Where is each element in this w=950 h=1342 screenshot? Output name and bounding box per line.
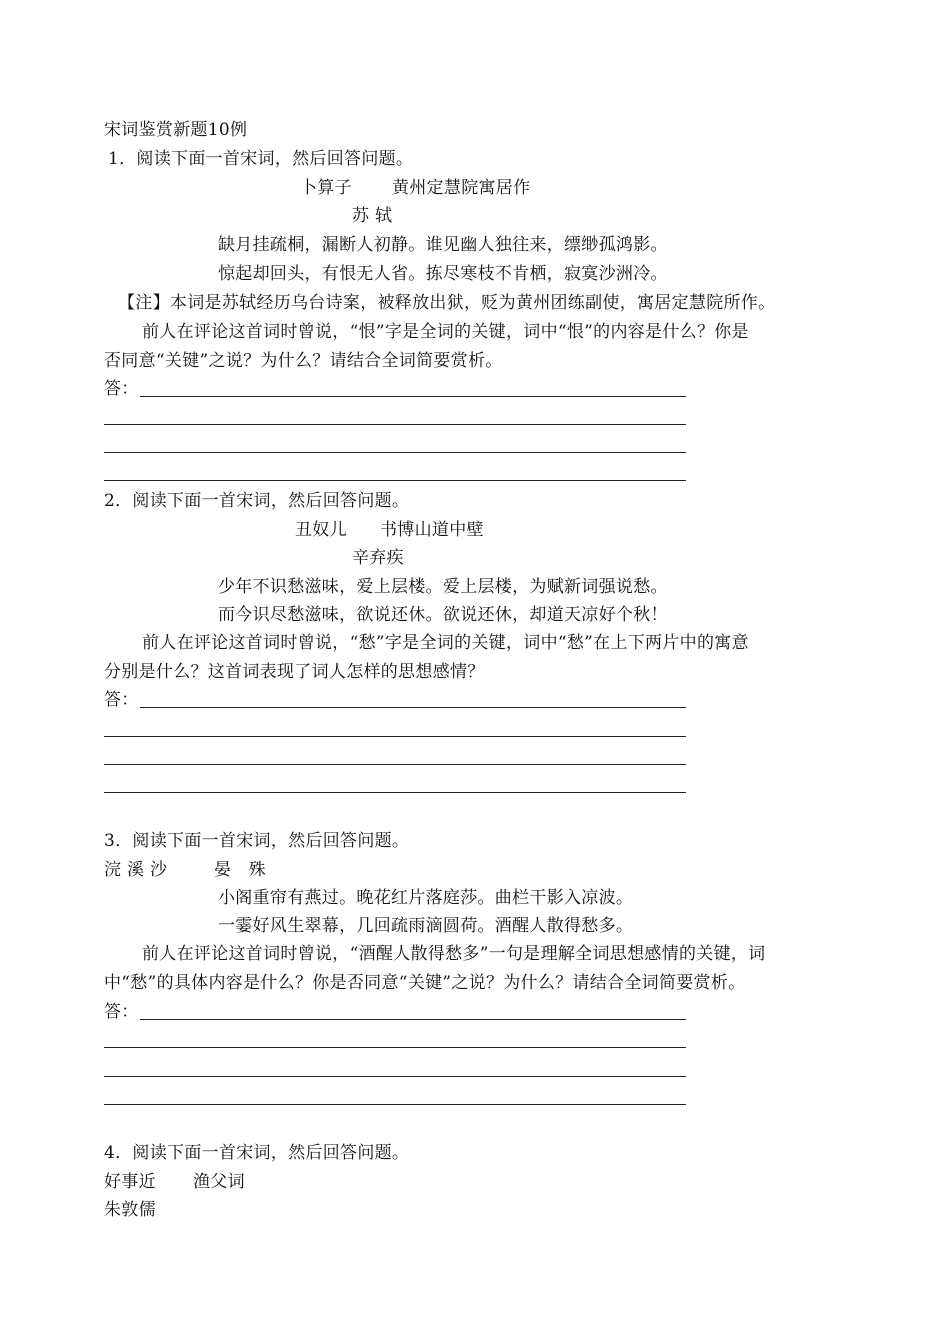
q3-prompt: 3．阅读下面一首宋词，然后回答问题。: [104, 831, 410, 851]
q3-answer-line-3[interactable]: [104, 1076, 686, 1077]
q1-answer-line-4[interactable]: [104, 480, 686, 481]
q1-answer-label: 答：: [104, 379, 139, 399]
q1-answer-line-1[interactable]: [140, 396, 686, 397]
q1-poem-line-2: 惊起却回头，有恨无人省。拣尽寒枝不肯栖，寂寞沙洲冷。: [218, 264, 668, 284]
q1-question-line-1: 前人在评论这首词时曾说，“恨”字是全词的关键，词中“恨”的内容是什么？你是: [142, 322, 749, 342]
q4-subtitle: 渔父词: [193, 1172, 245, 1192]
q1-answer-line-2[interactable]: [104, 424, 686, 425]
q2-answer-line-1[interactable]: [140, 707, 686, 708]
q1-question-line-2: 否同意“关键”之说？为什么？请结合全词简要赏析。: [104, 351, 503, 371]
q3-answer-label: 答：: [104, 1002, 139, 1022]
q3-poem-line-1: 小阁重帘有燕过。晚花红片落庭莎。曲栏干影入凉波。: [218, 888, 634, 908]
document-title: 宋词鉴赏新题10例: [104, 120, 248, 140]
q3-question-line-1: 前人在评论这首词时曾说，“酒醒人散得愁多”一句是理解全词思想感情的关键，词: [142, 944, 766, 964]
q4-prompt: 4．阅读下面一首宋词，然后回答问题。: [104, 1143, 410, 1163]
q1-poem-line-1: 缺月挂疏桐，漏断人初静。谁见幽人独往来，缥缈孤鸿影。: [218, 235, 668, 255]
q1-answer-line-3[interactable]: [104, 452, 686, 453]
q2-poem-line-1: 少年不识愁滋味，爱上层楼。爱上层楼，为赋新词强说愁。: [218, 577, 668, 597]
q2-answer-line-2[interactable]: [104, 736, 686, 737]
q3-question-line-2: 中“愁”的具体内容是什么？你是否同意“关键”之说？为什么？请结合全词简要赏析。: [104, 973, 746, 993]
q3-answer-line-1[interactable]: [140, 1019, 686, 1020]
q3-poem-line-2: 一霎好风生翠幕，几回疏雨滴圆荷。酒醒人散得愁多。: [218, 916, 634, 936]
q2-answer-line-4[interactable]: [104, 792, 686, 793]
q2-answer-label: 答：: [104, 690, 139, 710]
q2-question-line-2: 分别是什么？这首词表现了词人怎样的思想感情？: [104, 662, 485, 682]
q2-answer-line-3[interactable]: [104, 764, 686, 765]
q1-subtitle: 黄州定慧院寓居作: [392, 178, 531, 198]
q1-author: 苏 轼: [352, 206, 393, 226]
q2-prompt: 2．阅读下面一首宋词，然后回答问题。: [104, 491, 410, 511]
q3-tune: 浣 溪 沙: [104, 860, 168, 880]
q4-tune: 好事近: [104, 1172, 156, 1192]
q2-subtitle: 书博山道中壁: [380, 520, 484, 540]
q2-poem-line-2: 而今识尽愁滋味，欲说还休。欲说还休，却道天凉好个秋！: [218, 605, 668, 625]
q2-author: 辛弃疾: [352, 548, 404, 568]
q1-tune: 卜算子: [300, 178, 352, 198]
q3-answer-line-2[interactable]: [104, 1047, 686, 1048]
q4-author: 朱敦儒: [104, 1200, 156, 1220]
q2-question-line-1: 前人在评论这首词时曾说，“愁”字是全词的关键，词中“愁”在上下两片中的寓意: [142, 633, 749, 653]
q1-prompt: 1．阅读下面一首宋词，然后回答问题。: [108, 149, 414, 169]
q3-answer-line-4[interactable]: [104, 1104, 686, 1105]
q1-note: 【注】本词是苏轼经历乌台诗案，被释放出狱，贬为黄州团练副使，寓居定慧院所作。: [118, 293, 776, 313]
q3-author: 晏 殊: [214, 860, 266, 880]
q2-tune: 丑奴儿: [295, 520, 347, 540]
